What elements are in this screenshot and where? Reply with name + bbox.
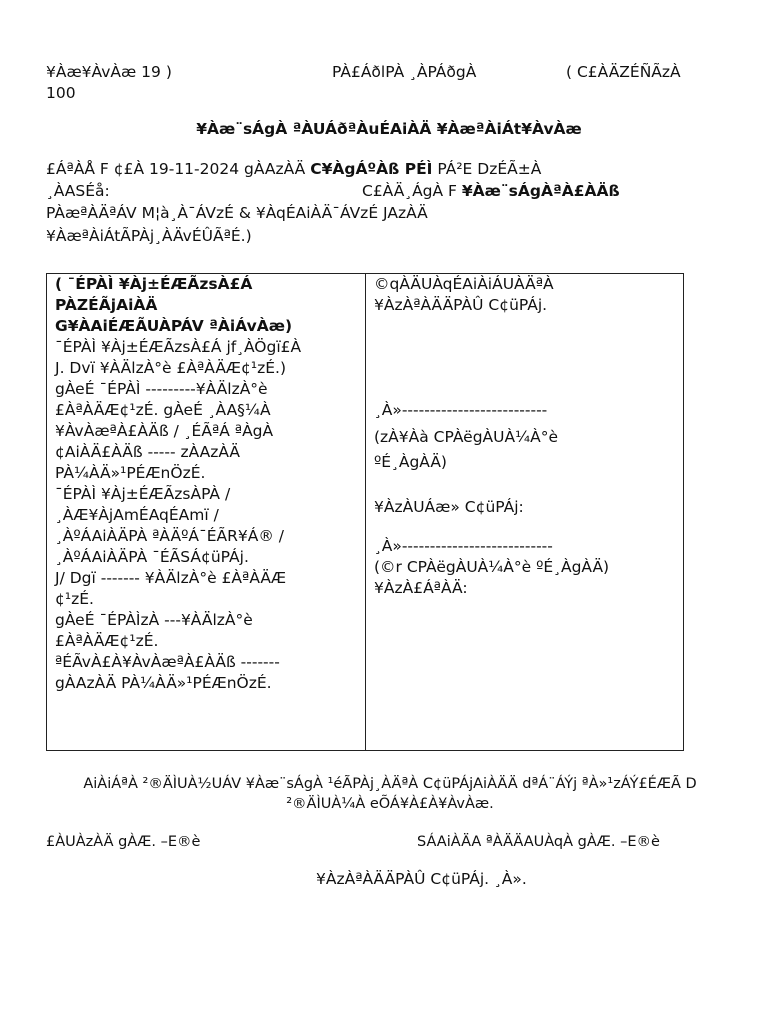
relieving-officer-line-2: ¥ÀzÀªÀÄÄPÀÛ C¢üPÁj. xyxy=(374,296,548,314)
left-cell xyxy=(47,274,366,751)
signature-line-2: ¸À»--------------------------- xyxy=(374,537,553,555)
handover-table xyxy=(46,273,684,751)
cash-label: £ÀUÀzÀÄ gÀÆ. –E®è xyxy=(46,834,201,850)
designation-label: ¥ÀzÀ£ÁªÀÄ: xyxy=(374,579,468,597)
left-line: ¯ÉPÀÌ ¥Àj±ÉÆÃzsÀPÀ / xyxy=(55,485,231,503)
body-line-4: ¥ÀæªÀiÁtÃPÀj¸ÀÄvÉÛÃªÉ.) xyxy=(46,227,252,245)
spacer xyxy=(374,316,675,400)
left-heading-3: G¥ÀAiÉÆÃUÀPÁV ªÀiÁvÀæ) xyxy=(55,317,293,335)
permanent-advance-label: SÁAiÀÄA ªÀÄÄAUÀqÀ gÀÆ. –E®è xyxy=(417,834,660,850)
footer-note-line-1: AiÀiÁªÀ ²®ÄÌUÀ½UÁV ¥Àæ¨sÁgÀ ¹éÃPÀj¸ÀÄªÀ C¢üPÁjAiÀÄÄ dªÁ¨ÁÝj ªÀ»¹zÁÝ£ÉÆÃ D xyxy=(83,776,697,792)
body-line-1-end: PÁ²E DzÉÃ±À xyxy=(432,160,542,178)
left-line: PÀ¼ÀÄ»¹PÉÆnÖzÉ. xyxy=(55,464,206,482)
body-line-2-emphasis: ¥Àæ¨sÁgÀªÀ£ÀÄß xyxy=(461,182,620,200)
document-title: ¥Àæ¨sÁgÀ ªÀUÁðªÀuÉAiÀÄ ¥ÀæªÀiÁt¥ÀvÀæ xyxy=(196,120,582,138)
government-label: PÀ£ÁðlPÀ ¸ÀPÁðgÀ xyxy=(332,63,477,81)
left-line: ¸ÀÆ¥ÀjAmÉAqÉAmï / xyxy=(55,506,219,524)
left-line: gÀeÉ ¯ÉPÀÌzÀ ---¥ÀÄlzÀ°è xyxy=(55,611,253,629)
page-label: ¥Àæ¥ÀvÀæ 19 ) xyxy=(46,63,172,81)
left-line: J/ Dgï ------- ¥ÀÄlzÀ°è £ÀªÀÄÆ xyxy=(55,569,287,587)
left-line: ¢¹zÉ. xyxy=(55,590,94,608)
left-line: ¯ÉPÀÌ ¥Àj±ÉÆÃzsÀ£Á jf¸ÀÖgï£À xyxy=(55,338,302,356)
left-line: £ÀªÀÄÆ¢¹zÉ. xyxy=(55,632,159,650)
bottom-signature-label: ¥ÀzÀªÀÄÄPÀÛ C¢üPÁj. ¸À». xyxy=(316,870,527,888)
capital-name-line-3: (©r CPÀëgÀUÀ¼À°è ºÉ¸ÀgÀÄ) xyxy=(374,558,610,576)
body-line-1-start: £ÁªÀÅ F ¢£À 19-11-2024 gÀAzÀÄ xyxy=(46,160,311,178)
spacer xyxy=(374,518,675,536)
left-line: J. Dvï ¥ÀÄlzÀ°è £ÀªÀÄÆ¢¹zÉ.) xyxy=(55,359,287,377)
footer-note-line-2: ²®ÄÌUÀ¼À eÕÁ¥À£À¥ÀvÀæ. xyxy=(286,796,494,812)
signature-line-1: ¸À»-------------------------- xyxy=(374,401,548,419)
body-line-1-emphasis: C¥ÀgÁºÀß PÉÌ xyxy=(310,160,433,178)
left-line: ¸ÀºÁAiÀÄPÀ ¯ÉÃSÁ¢üPÁj. xyxy=(55,548,249,566)
left-line: £ÀªÀÄÆ¢¹zÉ. gÀeÉ ¸ÀA§¼À xyxy=(55,401,271,419)
left-line: ¸ÀºÁAiÀÄPÀ ªÀÄºÁ¯ÉÃR¥Á® / xyxy=(55,527,285,545)
left-line: gÀeÉ ¯ÉPÀÌ ---------¥ÀÄlzÀ°è xyxy=(55,380,268,398)
body-line-2-text: C£ÀÄ¸ÁgÀ F xyxy=(362,182,462,200)
left-line: ¥ÀvÀæªÀ£ÀÄß / ¸ÉÃªÁ ªÀgÀ xyxy=(55,422,274,440)
right-cell xyxy=(366,274,684,751)
spacer xyxy=(374,473,675,497)
capital-name-line-1: (zÀ¥Àà CPÀëgÀUÀ¼À°è xyxy=(374,428,559,446)
left-line: ªÉÃvÀ£À¥ÀvÀæªÀ£ÀÄß ------- xyxy=(55,653,280,671)
left-line: ¢AiÀÄ£ÀÄß ----- zÀAzÀÄ xyxy=(55,443,241,461)
incoming-officer-label: ¥ÀzÀUÁæ» C¢üPÁj: xyxy=(374,498,524,516)
capital-name-line-2: ºÉ¸ÀgÀÄ) xyxy=(374,453,447,471)
left-line: gÀAzÀÄ PÀ¼ÀÄ»¹PÉÆnÖzÉ. xyxy=(55,674,272,692)
relieving-officer-line-1: ©qÀÄUÀqÉAiÀiÁUÀÄªÀ xyxy=(374,275,554,293)
body-line-2-left: ¸ÀASÉå: xyxy=(46,182,110,200)
body-line-3: PÀæªÀÄªÁV M¦à¸À¯ÁVzÉ & ¥ÀqÉAiÀÄ¯ÁVzÉ JAzÀÄ xyxy=(46,204,428,222)
page-sub-label: 100 xyxy=(46,84,76,102)
annexure-label: ( C£ÀÄZÉÑÃzÀ xyxy=(566,63,681,81)
body-line-2-right xyxy=(362,181,620,202)
left-heading-1: ( ¯ÉPÀÌ ¥Àj±ÉÆÃzsÀ£Á xyxy=(55,275,253,293)
body-line-1 xyxy=(46,159,541,180)
left-heading-2: PÀZÉÃjAiÀÄ xyxy=(55,296,158,314)
